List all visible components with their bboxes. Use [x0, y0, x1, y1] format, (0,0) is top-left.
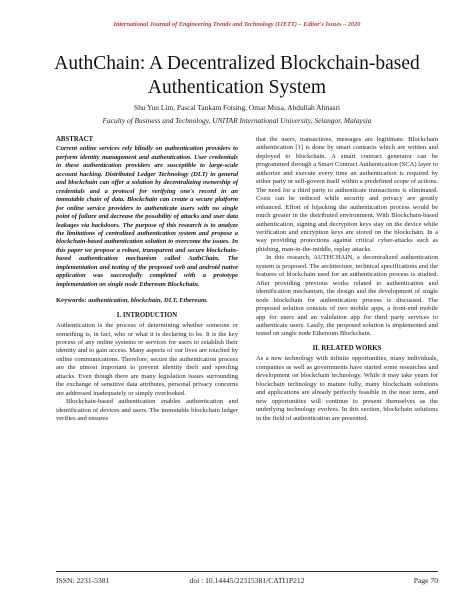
keywords-text: authentication, blockchain, DLT, Ethereum.	[88, 297, 208, 305]
right-column	[256, 136, 438, 423]
footer-page-number: Page 70	[413, 576, 438, 585]
keywords-label: Keywords:	[56, 297, 87, 305]
introduction-paragraph-2: Blockchain-based authentication enables authentication and identification of devices and users. The immutable blockchain ledger verifies and ensures	[56, 398, 238, 423]
footer-issn: ISSN: 2231-5381	[56, 576, 110, 585]
introduction-paragraph-3: that the users, transactions, messages are legitimate. Blockchain authentication [1] is done by smart contracts which are written and deployed to blockchain. A smart contract generator can be programmed through a Smart Contract Authentication (SCA) layer to authorize and execute every time an authentication is required by either party or self-govern itself within a predefined scope of actions. The need for a third party to authenticate transactions is eliminated. Costs can be reduced while security and privacy are greatly enhanced. Effort of hijacking the authentication process would be much greater in the distributed environment. With Blockchain-based authentication, signing and decryption keys stay on the device while verification and encryption keys are stored on the blockchain. In a way providing protections against critical cyber-attacks such as phishing, man-in-the-middle, replay attacks.	[256, 136, 438, 253]
footer-doi: doi : 10.14445/22315381/CATI1P212	[189, 576, 305, 585]
author-list: Shu Yun Lim, Pascal Tankam Fotsing, Omar Musa, Abdullah Almasri	[134, 103, 340, 112]
page-footer	[56, 576, 438, 586]
journal-header: International Journal of Engineering Trends and Technology (IJETT) – Editor's Issues – 2020	[113, 21, 361, 28]
related-works-paragraph-1: As a new technology with infinite opportunities, many individuals, companies as well as governments have started some researches and development on blockchain technology. While it may take years for blockchain technology to mature fully, many blockchain solutions and applications are already perfectly feasible in the near term, and new opportunities will continue to present themselves as the underlying technology evolves. In this section, blockchain solutions in the field of authentication are presented.	[256, 355, 438, 422]
keywords	[56, 297, 238, 305]
paper-title: AuthChain: A Decentralized Blockchain-based Authentication System	[54, 53, 420, 98]
related-works-heading: II. RELATED WORKS	[312, 344, 382, 352]
abstract-heading: ABSTRACT	[56, 136, 94, 143]
abstract-body: Current online services rely blindly on authentication providers to perform identity management and authentication. User credentials in these authentication providers are susceptible to large-scale account hacking. Distributed Ledger Technology (DLT) in general and blockchain can offer a solution by decentralizing ownership of credentials and a protocol for verifying one's record in an immutable chain of data. Blockchain can create a secure platform for online service providers to authenticate users with no single point of failure and decrease the possibility of attacks and user data leakages via backdoors. The purpose of this research is to analyze the limitations of centralized authentication system and propose a blockchain-based authentication solution to overcome the issues. In this paper we propose a robust, transparent and secure blockchain-based authentication mechanism called AuthChain. The implementation and testing of the proposed web and android native application was successfully completed with a prototype implementation on single node Ethereum Blockchain.	[56, 145, 238, 288]
left-column	[56, 136, 238, 424]
introduction-paragraph-1: Authentication is the process of determining whether someone or something is, in fact, who or what it is declaring to be. It is the key process of any online systems or services for users to establish their identity and to gain access. Many aspects of our lives are touched by online communications. Therefore, secure the authentication process are the utmost important to prevent identity theft and spoofing attacks. Even though there are many legislation issues surrounding the exchange of sensitive data attributes, personal privacy concerns are addressed inadequately or simply overlooked.	[56, 322, 238, 397]
footer-divider	[56, 571, 438, 572]
affiliation: Faculty of Business and Technology, UNITAR International University, Selangor, Malaysia	[102, 116, 372, 125]
introduction-heading: I. INTRODUCTION	[116, 311, 178, 319]
introduction-paragraph-4: In this research, AUTHCHAIN, a decentralized authentication system is proposed. The architecture, technical specifications and the features of blockchain used for an authentication process is studied. After providing previous works related to authentication and identification mechanism, the design and the development of single node blockchain for authentication process is discussed. The proposed solution consists of two mobile apps, a front-end mobile app for users and an validation app for third party services to authenticate users. Lastly, the proposed solution is implemented and tested on single node Ethereum Blockchain.	[256, 254, 438, 338]
